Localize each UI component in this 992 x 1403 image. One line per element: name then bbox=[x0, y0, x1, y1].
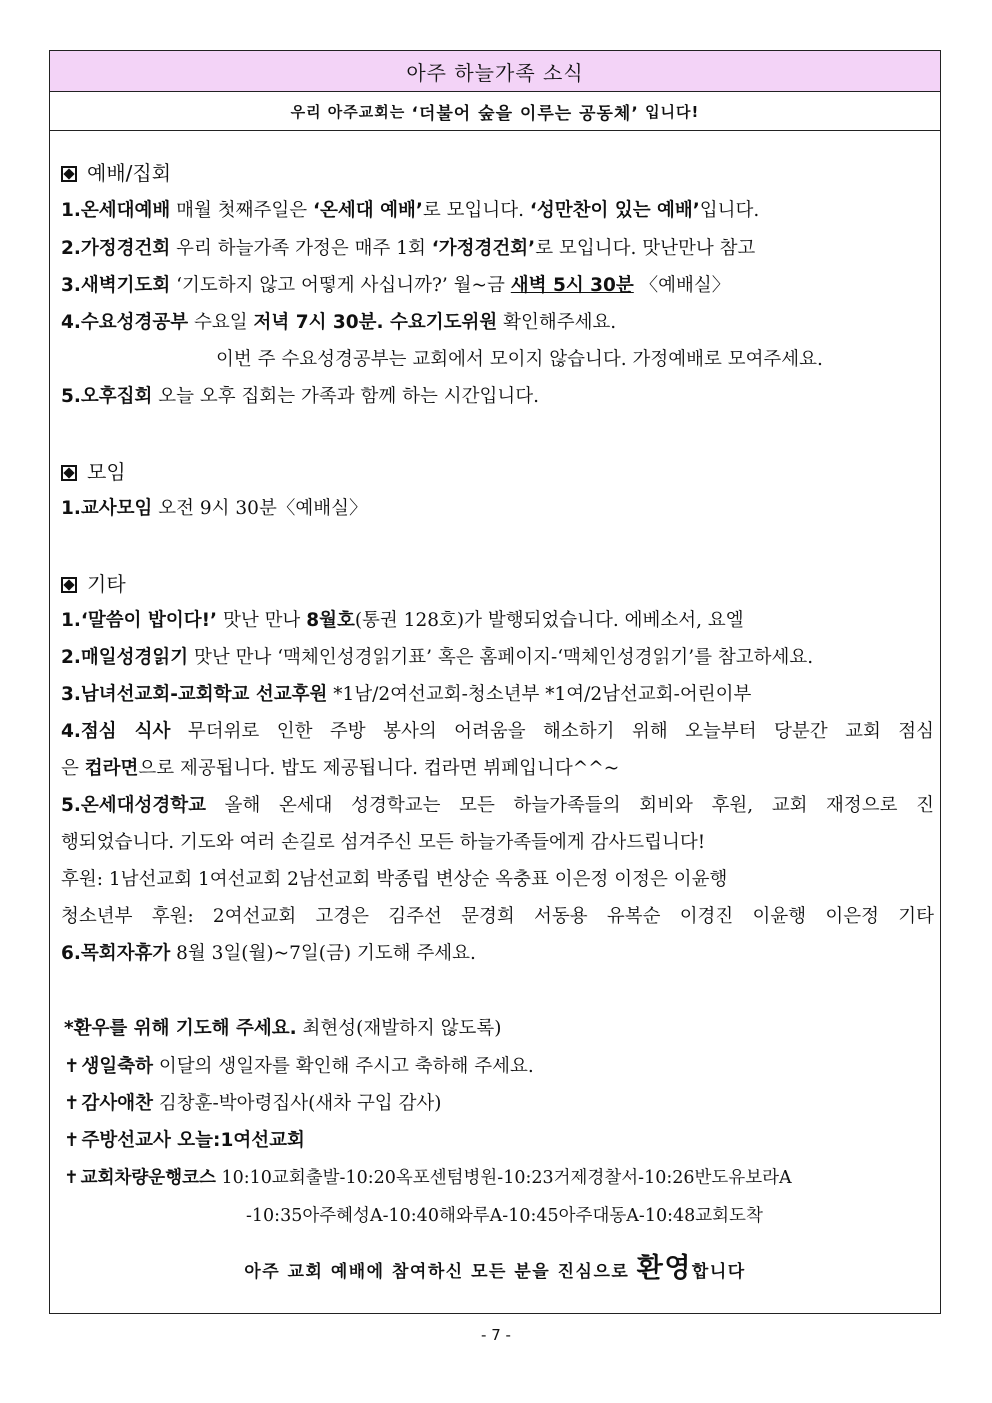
item-text: 로 모입니다. 맛난만나 참고 bbox=[535, 238, 756, 259]
etc-item-6 bbox=[61, 942, 934, 966]
heading-text: 모임 bbox=[87, 460, 126, 484]
section-heading-etc bbox=[61, 572, 934, 596]
item-text: 최현성(재발하지 않도록) bbox=[296, 1018, 502, 1039]
prayer-request bbox=[64, 1017, 934, 1041]
etc-item-4-cont bbox=[61, 757, 934, 781]
item-label: 교회차량운행코스 bbox=[80, 1168, 216, 1188]
item-text: 로 모입니다. bbox=[422, 200, 530, 221]
etc-item-5-youth-sponsors: 청소년부 후원: 2여선교회 고경은 김주선 문경희 서동용 유복순 이경진 이윤행 이은정 기타 bbox=[61, 906, 934, 927]
closing-emphasis: 환영 bbox=[636, 1253, 692, 1284]
worship-item-2 bbox=[61, 237, 934, 261]
diamond-box-icon bbox=[61, 166, 77, 182]
cross-icon: ✝ bbox=[64, 1056, 80, 1077]
bulletin-frame bbox=[49, 50, 941, 1314]
item-emphasis: ‘성만찬이 있는 예배’ bbox=[529, 200, 700, 221]
item-text: (통권 128호)가 발행되었습니다. 에베소서, 요엘 bbox=[354, 610, 744, 631]
closing-text: 합니다 bbox=[691, 1262, 746, 1282]
item-text: 이달의 생일자를 확인해 주시고 축하해 주세요. bbox=[153, 1056, 534, 1077]
motto-quote: ‘더불어 숲을 이루는 공동체’ bbox=[411, 103, 639, 124]
item-label: *환우를 위해 기도해 주세요. bbox=[64, 1018, 297, 1039]
item-text: 입니다. bbox=[699, 200, 760, 221]
cross-icon: ✝ bbox=[64, 1168, 79, 1188]
diamond-box-icon bbox=[61, 577, 77, 593]
item-text: 매월 첫째주일은 bbox=[170, 200, 314, 221]
item-emphasis: 8월호 bbox=[306, 610, 355, 631]
cross-icon: ✝ bbox=[64, 1130, 80, 1151]
etc-item-4 bbox=[61, 720, 934, 744]
cross-icon: ✝ bbox=[64, 1093, 80, 1114]
vehicle-route bbox=[64, 1166, 934, 1190]
item-text: 〈예배실〉 bbox=[633, 275, 731, 296]
page-number: - 7 - bbox=[481, 1326, 511, 1344]
item-text: 8월 3일(월)~7일(금) 기도해 주세요. bbox=[170, 943, 476, 964]
item-text: 김창훈-박아령집사(새차 구입 감사) bbox=[153, 1093, 442, 1114]
item-label: 6.목회자휴가 bbox=[61, 943, 171, 964]
item-text: 맛난 만나 ‘맥체인성경읽기표’ 혹은 홈페이지-‘맥체인성경읽기’를 참고하세요. bbox=[188, 647, 814, 668]
item-label: 4.점심 식사 bbox=[61, 721, 171, 742]
vehicle-route-cont: -10:35아주혜성A-10:40해와루A-10:45아주대동A-10:48교회도착 bbox=[246, 1206, 763, 1226]
item-label: 감사애찬 bbox=[81, 1093, 153, 1114]
item-label: 2.매일성경읽기 bbox=[61, 647, 189, 668]
item-emphasis: ‘온세대 예배’ bbox=[313, 200, 423, 221]
etc-item-3 bbox=[61, 683, 934, 707]
item-label: 1.온세대예배 bbox=[61, 200, 171, 221]
item-label: 1.교사모임 bbox=[61, 498, 153, 519]
item-text: 10:10교회출발-10:20옥포센텀병원-10:23거제경찰서-10:26반도유보라A bbox=[215, 1168, 792, 1188]
etc-item-5-cont: 행되었습니다. 기도와 여러 손길로 섬겨주신 모든 하늘가족들에게 감사드립니다! bbox=[61, 832, 706, 853]
item-text: 확인해주세요. bbox=[497, 312, 617, 333]
etc-item-5-sponsors: 후원: 1남선교회 1여선교회 2남선교회 박종립 변상순 옥충표 이은정 이정은 이윤행 bbox=[61, 869, 728, 890]
worship-item-4-note: 이번 주 수요성경공부는 교회에서 모이지 않습니다. 가정예배로 모여주세요. bbox=[216, 349, 823, 370]
item-text: 으로 제공됩니다. 밥도 제공됩니다. 컵라면 뷔페입니다^^~ bbox=[138, 758, 620, 779]
item-text: 무더위로 인한 주방 봉사의 어려움을 해소하기 위해 오늘부터 당분간 교회 점심 bbox=[170, 721, 935, 742]
item-label: 4.수요성경공부 bbox=[61, 312, 189, 333]
etc-item-1 bbox=[61, 609, 934, 633]
motto-suffix: 입니다! bbox=[645, 102, 700, 121]
item-text: *1남/2여선교회-청소년부 *1여/2남선교회-어린이부 bbox=[327, 684, 752, 705]
item-text: 올해 온세대 성경학교는 모든 하늘가족들의 회비와 후원, 교회 재정으로 진 bbox=[206, 795, 934, 816]
motto-prefix: 우리 아주교회는 bbox=[290, 102, 406, 121]
item-emphasis: 저녁 7시 30분. 수요기도위원 bbox=[253, 312, 498, 333]
closing-message bbox=[50, 1246, 940, 1285]
item-label: 5.오후집회 bbox=[61, 386, 153, 407]
item-text: 은 bbox=[61, 758, 85, 779]
item-text: 맛난 만나 bbox=[217, 610, 307, 631]
heading-text: 예배/집회 bbox=[87, 161, 172, 185]
item-text: 수요일 bbox=[188, 312, 254, 333]
worship-item-3 bbox=[61, 274, 934, 298]
item-emphasis: 컵라면 bbox=[84, 758, 139, 779]
item-label: 3.새벽기도회 bbox=[61, 275, 171, 296]
meetings-item-1 bbox=[61, 497, 934, 521]
item-emphasis: ‘가정경건회’ bbox=[431, 238, 536, 259]
worship-item-4 bbox=[61, 311, 934, 335]
birthday-notice bbox=[64, 1055, 934, 1079]
item-label: 5.온세대성경학교 bbox=[61, 795, 206, 816]
worship-item-1 bbox=[61, 199, 934, 223]
kitchen-missionary bbox=[64, 1129, 934, 1153]
etc-item-2 bbox=[61, 646, 934, 670]
item-label: 3.남녀선교회-교회학교 선교후원 bbox=[61, 684, 328, 705]
closing-text: 아주 교회 예배에 참여하신 모든 분을 진심으로 bbox=[244, 1262, 637, 1282]
section-heading-meetings bbox=[61, 460, 934, 484]
church-motto bbox=[50, 92, 940, 131]
item-label: 생일축하 bbox=[81, 1056, 153, 1077]
thanks-notice bbox=[64, 1092, 934, 1116]
worship-item-5 bbox=[61, 385, 934, 409]
section-heading-worship bbox=[61, 161, 934, 185]
item-text: 오전 9시 30분〈예배실〉 bbox=[152, 498, 368, 519]
item-label: 2.가정경건회 bbox=[61, 238, 171, 259]
item-emphasis: 새벽 5시 30분 bbox=[510, 275, 634, 296]
item-label: 1.‘말씀이 밥이다!’ bbox=[61, 610, 218, 631]
item-text: 우리 하늘가족 가정은 매주 1회 bbox=[170, 238, 432, 259]
etc-item-5 bbox=[61, 794, 934, 818]
item-text: 오늘 오후 집회는 가족과 함께 하는 시간입니다. bbox=[152, 386, 539, 407]
item-text: ‘기도하지 않고 어떻게 사십니까?’ 월~금 bbox=[170, 275, 511, 296]
item-label: 주방선교사 오늘:1여선교회 bbox=[81, 1130, 305, 1151]
page-title: 아주 하늘가족 소식 bbox=[50, 51, 940, 92]
diamond-box-icon bbox=[61, 465, 77, 481]
heading-text: 기타 bbox=[87, 572, 126, 596]
